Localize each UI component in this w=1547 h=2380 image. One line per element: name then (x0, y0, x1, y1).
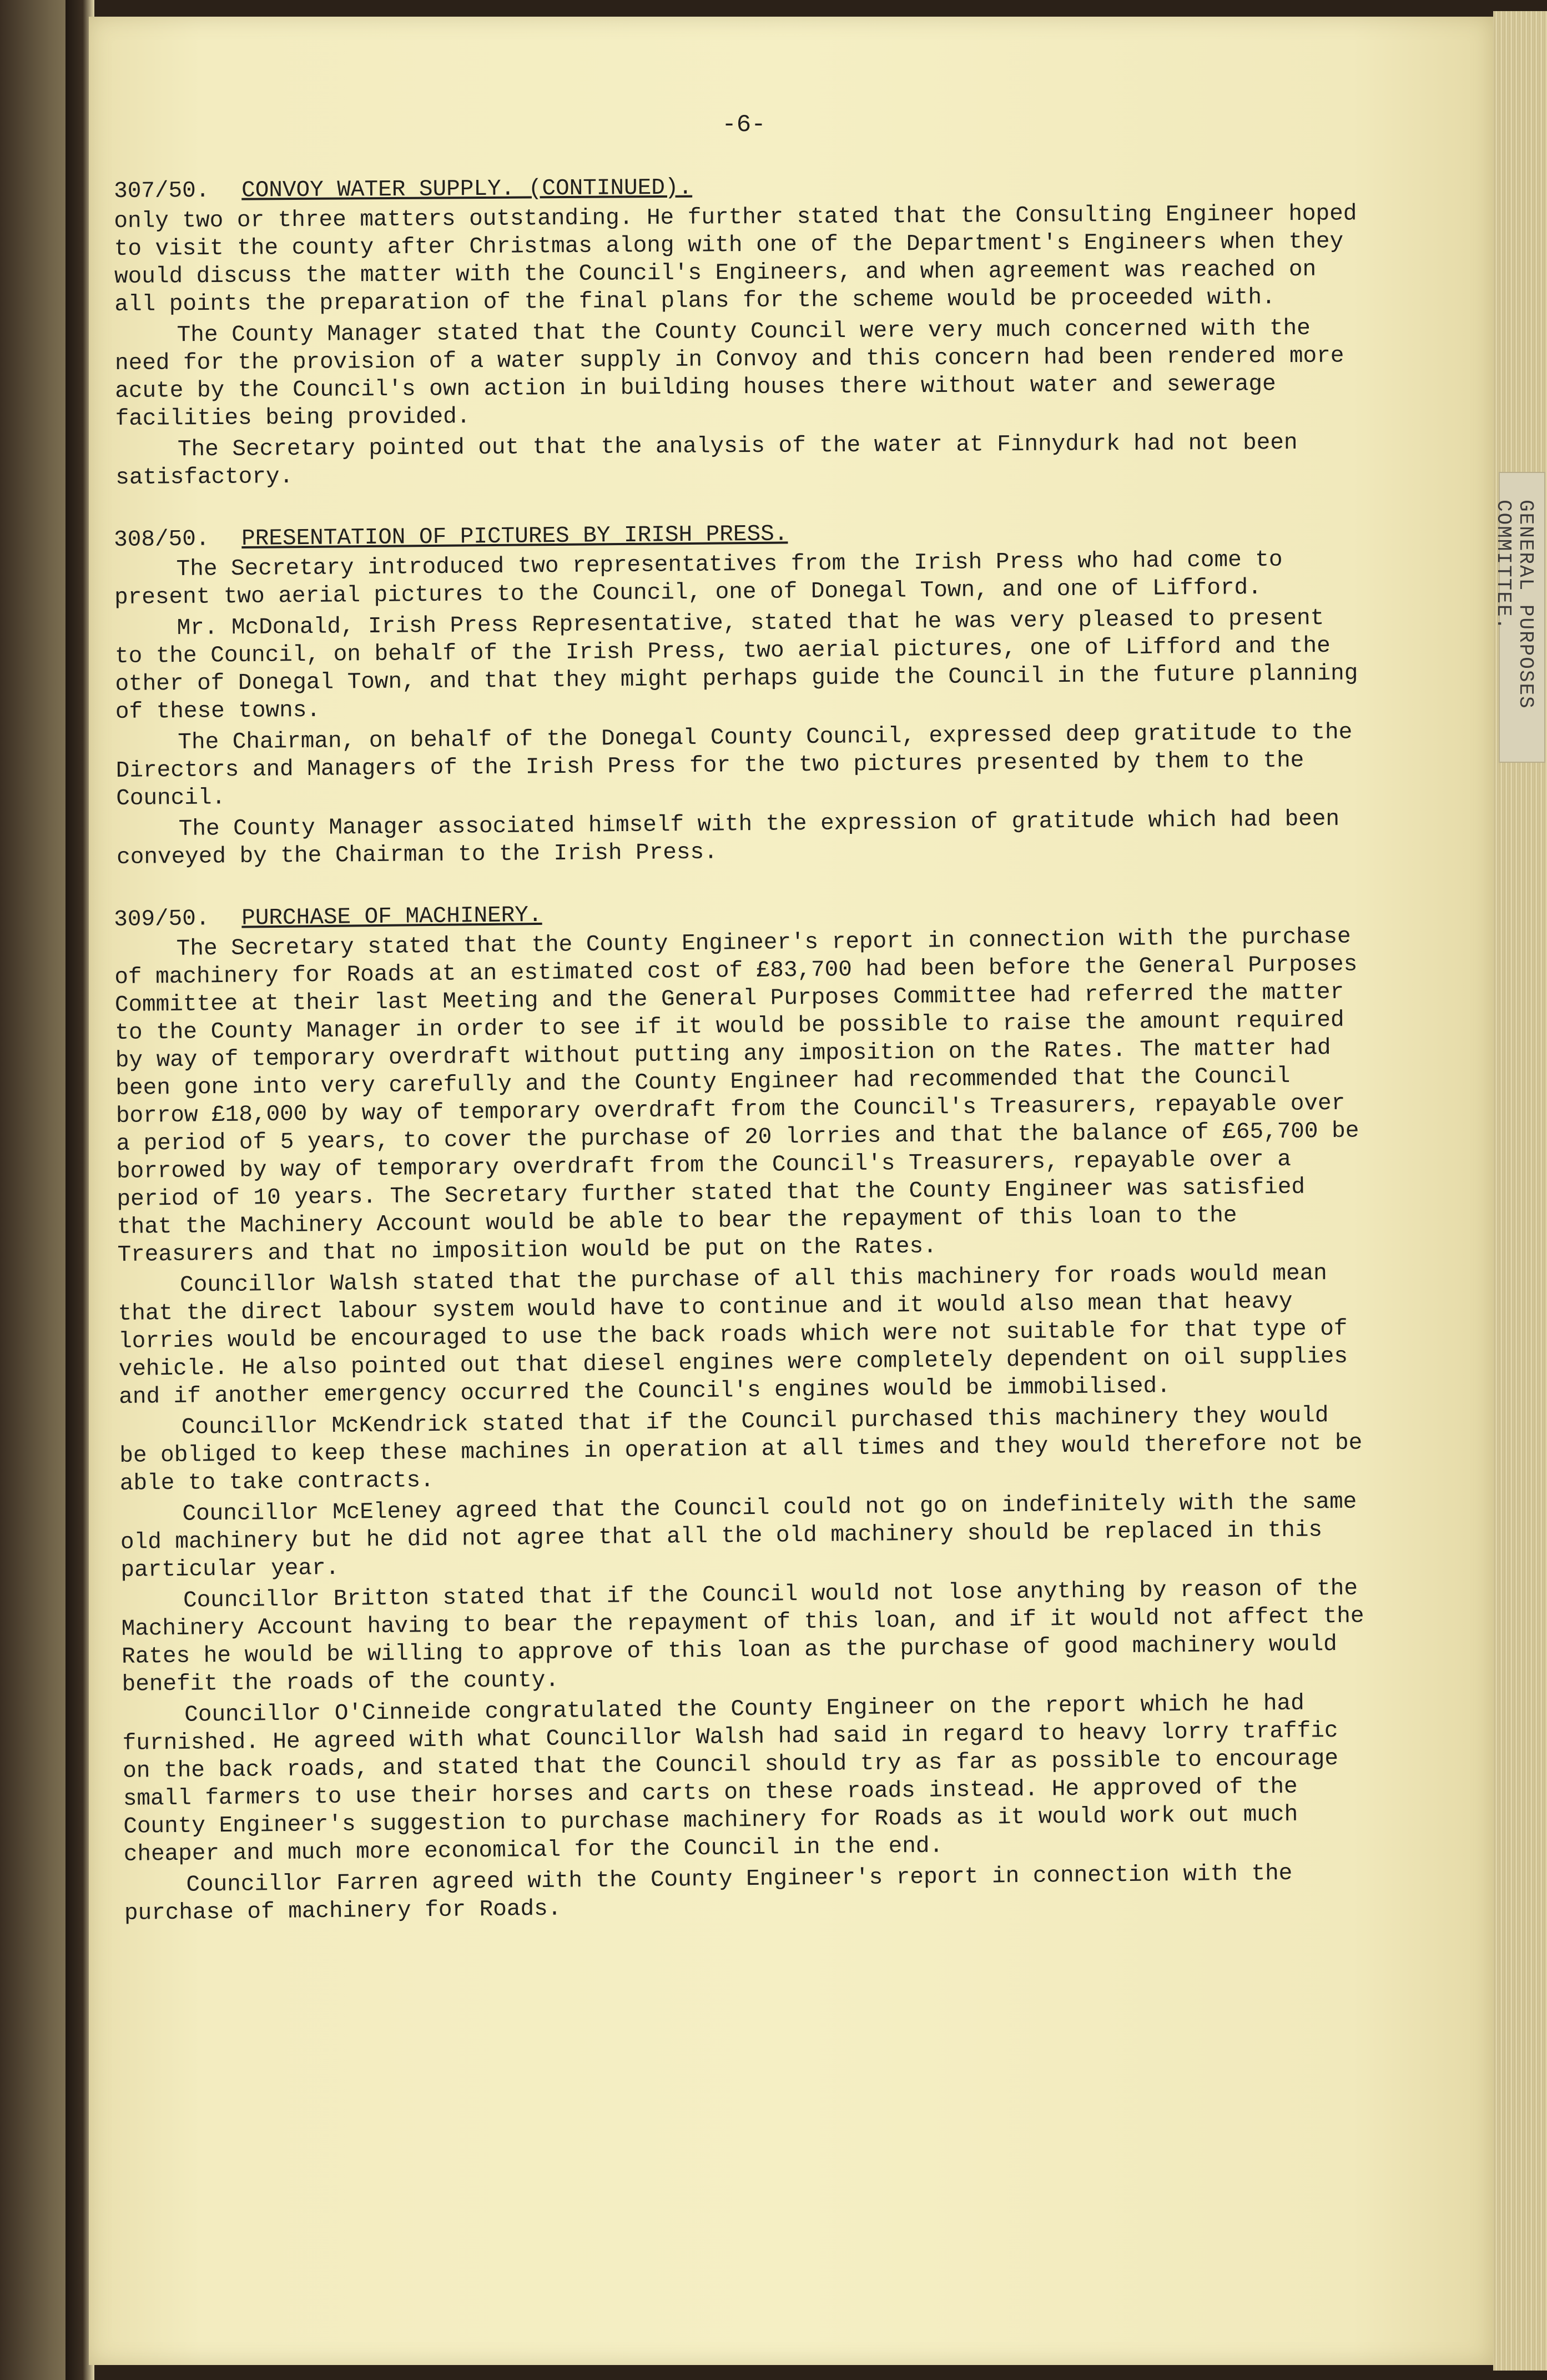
paragraph: Mr. McDonald, Irish Press Representative, stated that he was very pleased to present to the Council, on behalf of the Irish Press, two aerial pictures, one of Lifford and the other of Donegal Town, and that they might perhaps guide the Council in the future planning of these towns. (114, 605, 1358, 725)
paragraph: The Chairman, on behalf of the Donegal County Council, expressed deep gratitude to the Directors and Managers of the Irish Press for the two pictures presented by them to the Council. (115, 719, 1353, 812)
minute-title: CONVOY WATER SUPPLY. (CONTINUED). (241, 175, 693, 204)
paragraph: Councillor McKendrick stated that if the Council purchased this machinery they would be obliged to keep these machines in operation at all times and they would therefore not be able to take contracts. (119, 1403, 1363, 1497)
paragraph: Councillor O'Cinneide congratulated the County Engineer on the report which he had furnished. He agreed with what Councillor Walsh had said in regard to heavy lorry traffic on the back roads, and stated that the Council should try as far as possible to encourage small farmers to use their horses and carts on these roads instead. He approved of the County Engineer's suggestion to purchase machinery for Roads as it would work out much cheaper and much more economical for the Council in the end. (122, 1690, 1339, 1868)
section-heading (114, 170, 1357, 205)
paragraph: Councillor Walsh stated that the purchase of all this machinery for roads would mean that the direct labour system would have to continue and it would also mean that heavy lorries would be encouraged to use the back roads which were not suitable for that type of vehicle. He also pointed out that diesel engines were completely dependent on oil supplies and if another emergency occurred the Council's engines would be immobilised. (118, 1261, 1348, 1410)
index-tab-label (1492, 500, 1537, 738)
stacked-page-edges (1493, 11, 1547, 2371)
minute-number: 307/50. (114, 178, 210, 204)
paragraph: The County Manager stated that the County Council were very much concerned with the need for the provision of a water supply in Convoy and this concern had been rendered more acute by the Council's own action in building houses there without water and sewerage facilities being provided. (114, 315, 1344, 432)
paragraph: The Secretary introduced two representatives from the Irish Press who had come to present two aerial pictures to the Council, one of Donegal Town, and one of Lifford. (114, 547, 1283, 611)
minute-section-308 (114, 515, 1360, 872)
paragraph: Councillor Farren agreed with the County Engineer's report in connection with the purchase of machinery for Roads. (124, 1860, 1293, 1926)
minute-section-309 (114, 893, 1368, 1928)
paragraph: The Secretary stated that the County Engineer's report in connection with the purchase of machinery for Roads at an estimated cost of £83,700 had been before the General Purposes Committee at their last Meeting and the General Purposes Committee had referred the matter to the County Manager in order to see if it would be possible to raise the amount required by way of temporary overdraft without putting any imposition on the Rates. The matter had been gone into very carefully and the County Engineer had recommended that the Council borrow £18,000 by way of temporary overdraft from the Council's Treasurers, repayable over a period of 5 years, to cover the purchase of 20 lorries and that the balance of £65,700 be borrowed by way of temporary overdraft from the Council's Treasurers, repayable over a period of 10 years. The Secretary further stated that the County Engineer was satisfied that the Machinery Account would be able to bear the repayment of this loan to the Treasurers and that no imposition would be put on the Rates. (114, 924, 1359, 1268)
paragraph: Councillor McEleney agreed that the Council could not go on indefinitely with the same old machinery but he did not agree that all the old machinery should be replaced in this particular year. (120, 1489, 1357, 1583)
minute-title: PRESENTATION OF PICTURES BY IRISH PRESS. (241, 521, 788, 552)
paragraph: only two or three matters outstanding. He further stated that the Consulting Engineer hoped to visit the county after Christmas along with one of the Department's Engineers when they would discuss the matter with the Council's Engineers, and when agreement was reached on all points the preparation of the final plans for the scheme would be proceeded with. (114, 201, 1357, 318)
minutes-content (114, 111, 1364, 1962)
minute-number: 308/50. (114, 526, 210, 553)
paragraph: Councillor Britton stated that if the Council would not lose anything by reason of the Machinery Account having to bear the repayment of this loan, and if it would not affect the Rates he would be willing to approve of this loan as the purchase of good machinery would benefit the roads of the county. (121, 1576, 1364, 1698)
minute-title: PURCHASE OF MACHINERY. (241, 902, 542, 932)
minute-number: 309/50. (114, 906, 210, 933)
paragraph: The County Manager associated himself with the expression of gratitude which had been conveyed by the Chairman to the Irish Press. (117, 806, 1340, 871)
minute-section-307 (114, 170, 1359, 492)
page-number: -6- (722, 111, 766, 139)
index-tab-line-1: GENERAL PURPOSES (1514, 500, 1537, 710)
paragraph: The Secretary pointed out that the analysis of the water at Finnydurk had not been satisfactory. (115, 430, 1298, 491)
index-tab-line-2: COMMITTEE. (1492, 500, 1515, 631)
